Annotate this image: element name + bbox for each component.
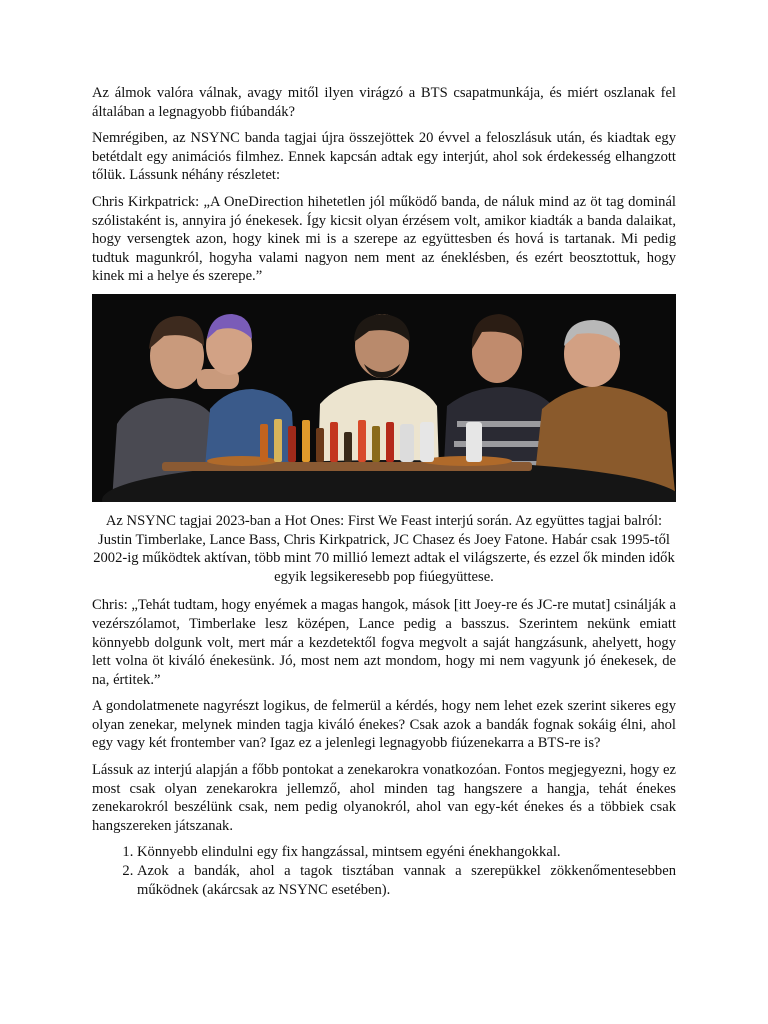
image-caption: Az NSYNC tagjai 2023-ban a Hot Ones: First We Feast interjú során. Az együttes tagjai balról: Justin Timberlake, Lance Bass, Chris Kirkpatrick, JC Chasez és Joey Fatone. Habár csak 1995-től 2002-ig működtek aktívan, több mint 70 millió lemezt adtak el világszerte, és ezzel ők minden idők egyik legsikeresebb pop fiúegyüttese. <box>93 512 675 585</box>
intro-heading-paragraph: Az álmok valóra válnak, avagy mitől ilyen virágzó a BTS csapatmunkája, és miért oszlanak fel általában a legnagyobb fiúbandák? <box>92 85 676 120</box>
quote-paragraph: Chris Kirkpatrick: „A OneDirection hihetetlen jól működő banda, de náluk mind az öt tag dominál szólistaként is, annyira jó énekesek. Így kicsit olyan érzésem volt, amikor kiadták a banda dalaikat, hogy versengtek azon, hogy kinek mi is a szerepe az együttesben és hová is tartanak. Mi pedig tudtuk magunkról, hogyha valami nagyon nem ment az éneklésben, és ezért beosztottuk, hogy kinek mi a helye és szerepe.” <box>92 193 676 285</box>
key-points-list <box>92 843 676 899</box>
chris-quote-paragraph: Chris: „Tehát tudtam, hogy enyémek a magas hangok, mások [itt Joey-re és JC-re mutat] csinálják a vezérszólamot, Timberlake lesz középen, Lance pedig a basszus. Szerintem nekünk emiatt könnyebb dolgunk volt, mert már a kezdetektől fogva megvolt a saját hangzásunk, ahelyett, hogy lett volna öt kiváló énekesünk. Jó, most nem azt mondom, hogy mi nem vagyunk jó énekesek, de na, értitek.” <box>92 597 676 688</box>
interview-photo <box>92 294 676 502</box>
list-item: 2. Azok a bandák, ahol a tagok tisztában vannak a szerepükkel zökkenőmentesebben működnek (akárcsak az NSYNC esetében). <box>137 862 676 899</box>
list-item: 1. Könnyebb elindulni egy fix hangzással, mintsem egyéni énekhangokkal. <box>137 843 676 862</box>
document-page <box>92 84 676 899</box>
analysis-paragraph: A gondolatmenete nagyrészt logikus, de felmerül a kérdés, hogy nem lehet ezek szerint sikeres egy olyan zenekar, melynek minden tagja kiváló énekes? Csak azok a bandák fognak sokáig élni, ahol egy vagy két frontember van? Igaz ez a jelenlegi legnagyobb fiúzenekarra a BTS-re is? <box>92 698 676 752</box>
context-paragraph: Nemrégiben, az NSYNC banda tagjai újra összejöttek 20 évvel a feloszlásuk után, és kiadtak egy betétdalt egy animációs filmhez. Ennek kapcsán adtak egy interjút, ahol sok érdekesség elhangzott tőlük. Lássunk néhány részletet: <box>92 130 676 184</box>
interview-photo-illustration <box>92 294 676 502</box>
points-intro-paragraph: Lássuk az interjú alapján a főbb pontokat a zenekarokra vonatkozóan. Fontos megjegyezni, hogy ez most csak olyan zenekarokra jellemző, ahol minden tag hangszere a hangja, tehát énekes zenekarokról beszélünk csak, nem pedig olyanokról, ahol van egy-két énekes és a többiek csak hangszereken játszanak. <box>92 762 676 834</box>
